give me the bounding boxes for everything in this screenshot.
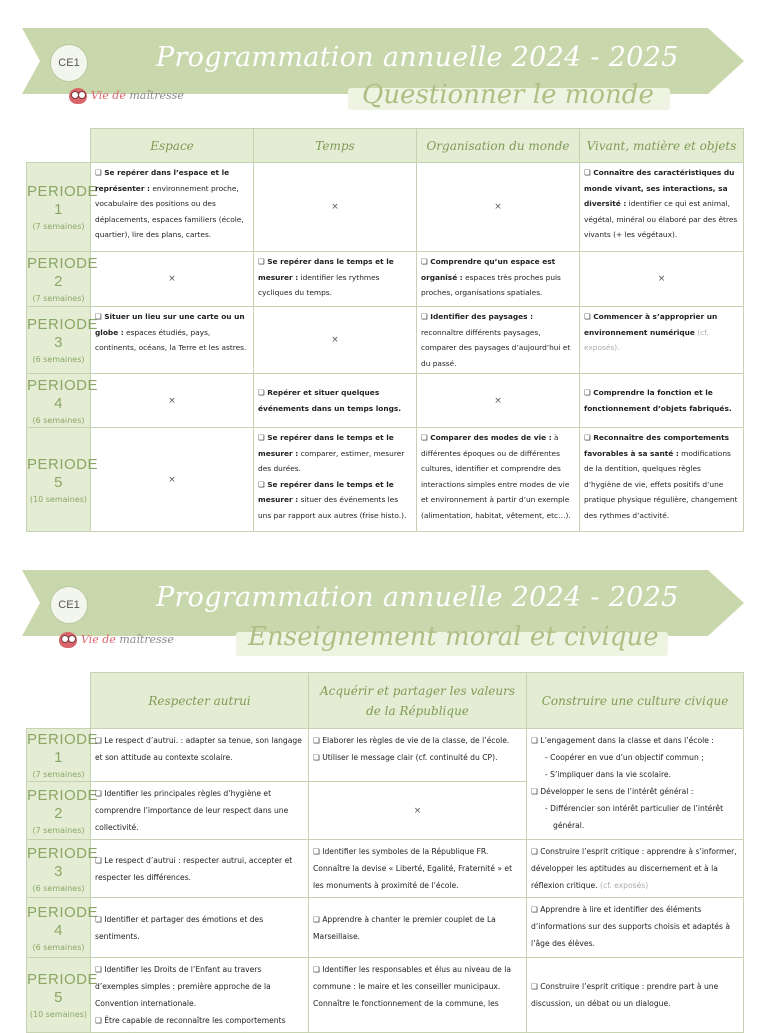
column-header: Construire une culture civique (527, 673, 744, 729)
table-cell: ❏ Se repérer dans l’espace et le représenter : environnement proche, vocabulaire des positions ou des déplacements, espaces familiers (école, quartier), lire des plans, cartes. (91, 163, 254, 252)
table-cell: ❏ Identifier les Droits de l’Enfant au travers d’exemples simples : première approche de la Convention internationale. ❏ Être capable de reconnaître les comportements (91, 958, 309, 1033)
period-cell: PERIODE 3 (6 semaines) (27, 840, 91, 898)
table-cell: ❏ Construire l’esprit critique : prendre part à une discussion, un débat ou un dialogue. (527, 958, 744, 1033)
page-subtitle: Enseignement moral et civique (248, 622, 659, 652)
period-cell: PERIODE 1 (7 semaines) (27, 729, 91, 782)
corner-cell (27, 673, 91, 729)
empty-cell: × (91, 428, 254, 532)
page-title: Programmation annuelle 2024 - 2025 (156, 42, 679, 73)
owl-icon (68, 86, 88, 104)
empty-cell: × (309, 782, 527, 840)
table-cell: ❏ Identifier et partager des émotions et des sentiments. (91, 898, 309, 958)
program-table-questionner (26, 128, 744, 532)
brand-name: Vie de maîtresse (91, 88, 184, 102)
table-cell: ❏ Identifier les principales règles d’hygiène et comprendre l’importance de leur respect dans une collectivité. (91, 782, 309, 840)
table-cell: ❏ Connaître des caractéristiques du monde vivant, ses interactions, sa diversité : identifier ce qui est animal, végétal, minéral ou élaboré par des êtres vivants (+ les végétaux). (580, 163, 744, 252)
table-cell: ❏ Identifier les responsables et élus au niveau de la commune : le maire et les conseiller municipaux. Connaître le fonctionnement de la commune, les (309, 958, 527, 1033)
program-table-emc (26, 672, 744, 1033)
empty-cell: × (254, 163, 417, 252)
table-cell: ❏ Identifier des paysages : reconnaître différents paysages, comparer des paysages d’aujourd’hui et du passé. (417, 307, 580, 374)
table-cell: ❏ L’engagement dans la classe et dans l’école : - Coopérer en vue d’un objectif commun ; - S’impliquer dans la vie scolaire. ❏ Développer le sens de l’intérêt général : - Différencier son intérêt particulier de l’intérêt général. (527, 729, 744, 840)
table-cell: ❏ Comparer des modes de vie : à différentes époques ou de différentes cultures, identifier et comprendre des interactions simples entre modes de vie et environnement à partir d’un exemple (alimentation, habitat, vêtement, etc…). (417, 428, 580, 532)
table-cell: ❏ Elaborer les règles de vie de la classe, de l’école. ❏ Utiliser le message clair (cf. continuité du CP). (309, 729, 527, 782)
column-header: Acquérir et partager les valeurs de la République (309, 673, 527, 729)
column-header: Espace (91, 129, 254, 163)
period-cell: PERIODE 2 (7 semaines) (27, 252, 91, 307)
table-cell: ❏ Repérer et situer quelques événements dans un temps longs. (254, 374, 417, 428)
owl-icon (58, 630, 78, 648)
column-header: Vivant, matière et objets (580, 129, 744, 163)
table-cell: ❏ Se repérer dans le temps et le mesurer : identifier les rythmes cycliques du temps. (254, 252, 417, 307)
empty-cell: × (254, 307, 417, 374)
table-cell: ❏ Le respect d’autrui : respecter autrui, accepter et respecter les différences. (91, 840, 309, 898)
period-cell: PERIODE 4 (6 semaines) (27, 898, 91, 958)
empty-cell: × (580, 252, 744, 307)
empty-cell: × (417, 374, 580, 428)
column-header: Respecter autrui (91, 673, 309, 729)
period-cell: PERIODE 1 (7 semaines) (27, 163, 91, 252)
empty-cell: × (417, 163, 580, 252)
table-cell: ❏ Comprendre qu’un espace est organisé : espaces très proches puis proches, organisations spatiales. (417, 252, 580, 307)
column-header: Temps (254, 129, 417, 163)
period-cell: PERIODE 5 (10 semaines) (27, 958, 91, 1033)
period-cell: PERIODE 3 (6 semaines) (27, 307, 91, 374)
table-cell: ❏ Comprendre la fonction et le fonctionnement d’objets fabriqués. (580, 374, 744, 428)
table-cell: ❏ Reconnaître des comportements favorables à sa santé : modifications de la dentition, quelques règles d’hygiène de vie, effets positifs d’une pratique physique régulière, changement des rythmes d’activité. (580, 428, 744, 532)
page-subtitle: Questionner le monde (362, 80, 654, 110)
column-header: Organisation du monde (417, 129, 580, 163)
table-cell: ❏ Commencer à s’approprier un environnement numérique (cf. exposés). (580, 307, 744, 374)
period-cell: PERIODE 2 (7 semaines) (27, 782, 91, 840)
level-badge: CE1 (50, 44, 88, 82)
empty-cell: × (91, 252, 254, 307)
corner-cell (27, 129, 91, 163)
table-cell: ❏ Situer un lieu sur une carte ou un globe : espaces étudiés, pays, continents, océans, la Terre et les astres. (91, 307, 254, 374)
table-cell: ❏ Identifier les symboles de la République FR. Connaître la devise « Liberté, Egalité, Fraternité » et les monuments à proximité de l’école. (309, 840, 527, 898)
empty-cell: × (91, 374, 254, 428)
page-title: Programmation annuelle 2024 - 2025 (156, 582, 679, 613)
brand-logo (68, 86, 184, 104)
period-cell: PERIODE 4 (6 semaines) (27, 374, 91, 428)
table-cell: ❏ Se repérer dans le temps et le mesurer : comparer, estimer, mesurer des durées. ❏ Se repérer dans le temps et le mesurer : situer des événements les uns par rapport aux autres (frise histo.). (254, 428, 417, 532)
level-badge: CE1 (50, 586, 88, 624)
brand-logo (58, 630, 174, 648)
table-cell: ❏ Le respect d’autrui. : adapter sa tenue, son langage et son attitude au contexte scolaire. (91, 729, 309, 782)
table-cell: ❏ Construire l’esprit critique : apprendre à s’informer, développer les aptitudes au discernement et à la réflexion critique. (cf. exposés) (527, 840, 744, 898)
table-cell: ❏ Apprendre à lire et identifier des éléments d’informations sur des supports choisis et adaptés à l’âge des élèves. (527, 898, 744, 958)
brand-name: Vie de maîtresse (81, 632, 174, 646)
table-cell: ❏ Apprendre à chanter le premier couplet de La Marseillaise. (309, 898, 527, 958)
period-cell: PERIODE 5 (10 semaines) (27, 428, 91, 532)
